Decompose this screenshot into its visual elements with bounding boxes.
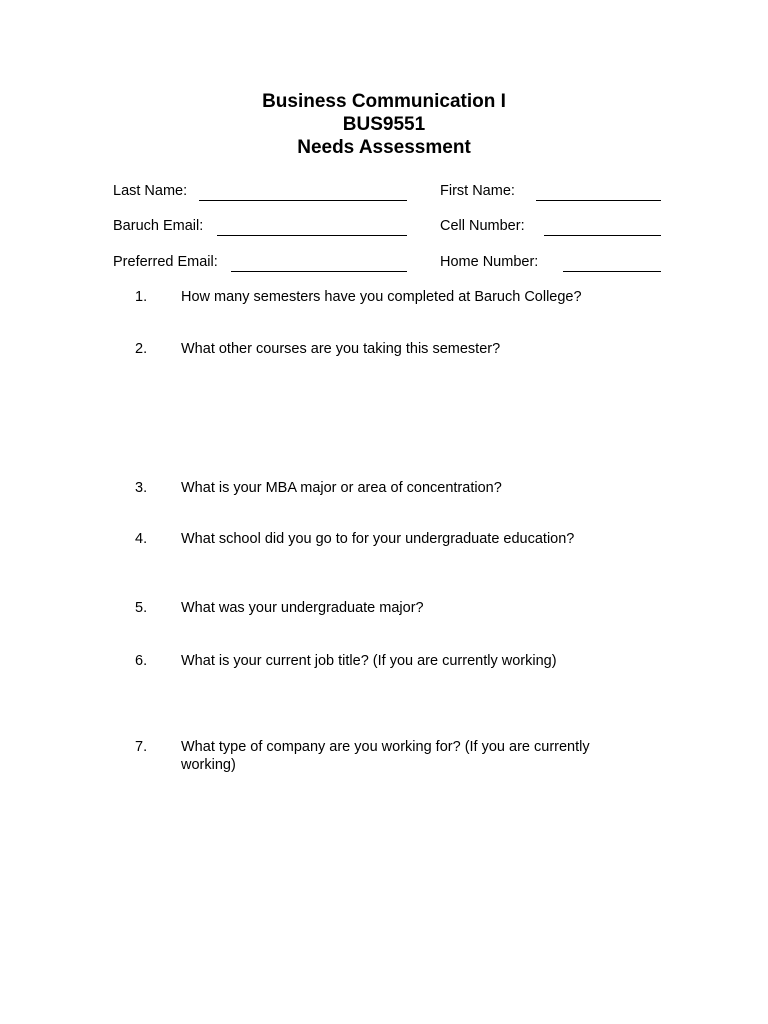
question-text: What was your undergraduate major? xyxy=(181,600,424,616)
question-number: 1. xyxy=(135,289,148,305)
home-number-label: Home Number: xyxy=(440,254,539,270)
last-name-label: Last Name: xyxy=(113,183,188,199)
form-title: Needs Assessment xyxy=(297,137,471,158)
first-name-label: First Name: xyxy=(440,183,515,199)
first-name-field[interactable] xyxy=(536,200,661,201)
home-number-field[interactable] xyxy=(563,271,661,272)
preferred-email-field[interactable] xyxy=(231,271,407,272)
question-number: 5. xyxy=(135,600,148,616)
baruch-email-label: Baruch Email: xyxy=(113,218,204,234)
preferred-email-label: Preferred Email: xyxy=(113,254,218,270)
question-number: 4. xyxy=(135,531,148,547)
baruch-email-field[interactable] xyxy=(217,235,407,236)
question-number: 3. xyxy=(135,480,148,496)
question-text: What type of company are you working for? (If you are currently working) xyxy=(181,739,590,773)
course-title: Business Communication I xyxy=(262,91,506,112)
question-text: What other courses are you taking this semester? xyxy=(181,341,501,357)
document-header xyxy=(0,90,768,159)
question-number: 2. xyxy=(135,341,148,357)
question-number: 6. xyxy=(135,653,148,669)
cell-number-field[interactable] xyxy=(544,235,661,236)
question-text: What is your MBA major or area of concentration? xyxy=(181,480,502,496)
course-code: BUS9551 xyxy=(342,114,426,135)
question-text: How many semesters have you completed at Baruch College? xyxy=(181,289,582,305)
cell-number-label: Cell Number: xyxy=(440,218,525,234)
question-text: What school did you go to for your undergraduate education? xyxy=(181,531,575,547)
last-name-field[interactable] xyxy=(199,200,407,201)
question-text: What is your current job title? (If you are currently working) xyxy=(181,653,557,669)
question-number: 7. xyxy=(135,739,148,755)
